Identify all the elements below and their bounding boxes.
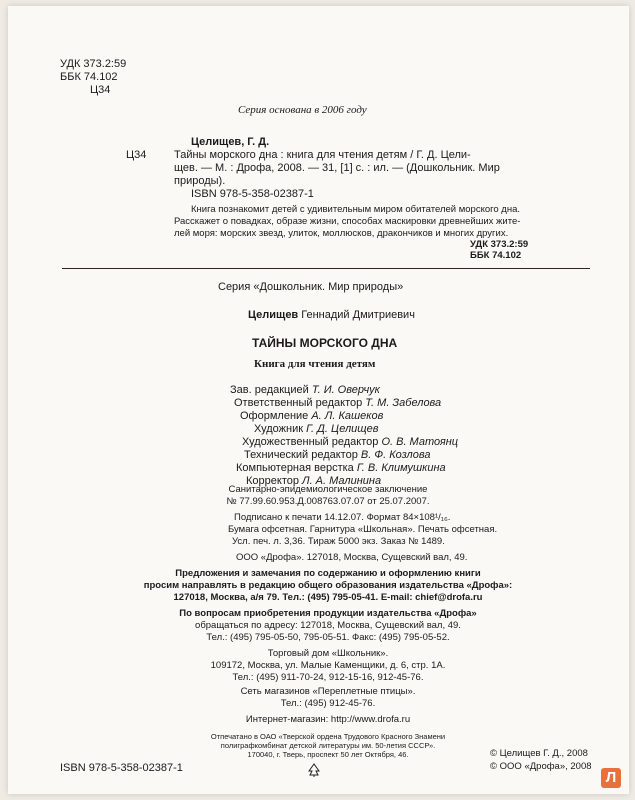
book-title: ТАЙНЫ МОРСКОГО ДНА [252, 336, 398, 350]
catalog-annotation-3: лей моря: морских звезд, улиток, моллюсков, дракончиков и многих других. [174, 228, 509, 239]
catalog-codes [470, 239, 528, 261]
print-info [222, 512, 497, 564]
author-surname: Целищев [248, 309, 299, 321]
credit-line: Компьютерная верстка Г. В. Климушкина [236, 462, 446, 474]
sanitary-line2: № 77.99.60.953.Д.008763.07.07 от 25.07.2007. [226, 496, 430, 507]
printer-logo-icon [306, 763, 322, 777]
series-founded: Серия основана в 2006 году [238, 104, 367, 116]
sanitary-block [178, 484, 478, 508]
proposal-line: Предложения и замечания по содержанию и оформлению книги [175, 568, 481, 579]
series-title: Серия «Дошкольник. Мир природы» [218, 281, 404, 293]
publisher-line: ООО «Дрофа». 127018, Москва, Сущевский вал, 49. [236, 552, 468, 563]
printing-line: Отпечатано в ОАО «Тверской ордена Трудового Красного Знамени [210, 732, 446, 741]
credits-list [230, 384, 458, 488]
author-full-name [248, 309, 415, 322]
author-given-names: Геннадий Дмитриевич [301, 309, 415, 321]
catalog-card [126, 136, 520, 240]
catalog-desc-line3: природы). [174, 175, 226, 187]
trade-line: Тел.: (495) 911-70-24, 912-15-16, 912-45-76. [232, 672, 424, 683]
book-subtitle: Книга для чтения детям [254, 358, 376, 370]
labirint-logo-icon: Л [601, 768, 621, 788]
credit-line: Корректор Л. А. Малинина [246, 475, 382, 487]
shops-line: Тел.: (495) 912-45-76. [280, 698, 376, 709]
catalog-annotation-2: Расскажет о повадках, образе жизни, способах маскировки древнейших жите- [174, 216, 521, 227]
catalog-bbk: ББК 74.102 [470, 250, 522, 261]
purchase-line: обращаться по адресу: 127018, Москва, Сущевский вал, 49. [195, 620, 461, 631]
udk-code: УДК 373.2:59 [60, 58, 127, 70]
print-line: Подписано к печати 14.12.07. Формат 84×108¹/₁₆. [234, 512, 451, 523]
credit-line: Ответственный редактор Т. М. Забелова [234, 397, 442, 409]
shops-line: Сеть магазинов «Переплетные птицы». [240, 686, 416, 697]
sanitary-line1: Санитарно-эпидемиологическое заключение [228, 484, 428, 495]
printing-house-block [168, 732, 488, 759]
credit-line: Оформление А. Л. Кашеков [240, 410, 384, 422]
catalog-isbn: ISBN 978-5-358-02387-1 [191, 188, 314, 200]
trade-line: Торговый дом «Школьник». [267, 648, 389, 659]
catalog-desc-line2: щев. — М. : Дрофа, 2008. — 31, [1] с. : ил. — (Дошкольник. Мир [174, 162, 500, 174]
credit-line: Зав. редакцией Т. И. Оверчук [230, 384, 380, 396]
trade-line: 109172, Москва, ул. Малые Каменщики, д. 6, стр. 1А. [210, 660, 446, 671]
shops-block [138, 686, 518, 710]
copyright-block [490, 747, 592, 773]
catalog-mark: Ц34 [126, 149, 147, 161]
catalog-annotation-1: Книга познакомит детей с удивительным миром обитателей морского дна. [191, 204, 521, 215]
isbn-bottom: ISBN 978-5-358-02387-1 [60, 762, 183, 774]
proposals-block [138, 568, 518, 604]
purchase-line: Тел.: (495) 795-05-50, 795-05-51. Факс: (495) 795-05-52. [206, 632, 450, 643]
copyright-line: © Целищев Г. Д., 2008 [490, 748, 588, 759]
author-mark: Ц34 [90, 84, 111, 96]
printing-line: 170040, г. Тверь, проспект 50 лет Октября, 46. [247, 750, 409, 759]
print-line: Усл. печ. л. 3,36. Тираж 5000 экз. Заказ № 1489. [232, 536, 445, 547]
copyright-line: © ООО «Дрофа», 2008 [490, 761, 592, 772]
purchase-line: По вопросам приобретения продукции издательства «Дрофа» [179, 608, 477, 619]
credit-line: Технический редактор В. Ф. Козлова [244, 449, 431, 461]
print-line: Бумага офсетная. Гарнитура «Школьная». Печать офсетная. [228, 524, 498, 535]
classification-block [60, 58, 126, 97]
proposal-line: 127018, Москва, а/я 79. Тел.: (495) 795-05-41. E-mail: chief@drofa.ru [173, 592, 483, 603]
printing-line: полиграфкомбинат детской литературы им. 50-летия СССР». [220, 741, 436, 750]
credit-line: Художник Г. Д. Целищев [254, 423, 379, 435]
catalog-author: Целищев, Г. Д. [191, 136, 270, 148]
credit-line: Художественный редактор О. В. Матоянц [242, 436, 459, 448]
trade-house-block [138, 648, 518, 684]
purchase-block [138, 608, 518, 644]
catalog-udk: УДК 373.2:59 [470, 239, 529, 250]
bbk-code: ББК 74.102 [60, 71, 118, 83]
separator-rule [62, 268, 590, 269]
proposal-line: просим направлять в редакцию общего образования издательства «Дрофа»: [143, 580, 513, 591]
internet-shop: Интернет-магазин: http://www.drofa.ru [245, 714, 411, 725]
catalog-desc-line1: Тайны морского дна : книга для чтения детям / Г. Д. Цели- [174, 149, 471, 161]
book-page [8, 6, 629, 794]
